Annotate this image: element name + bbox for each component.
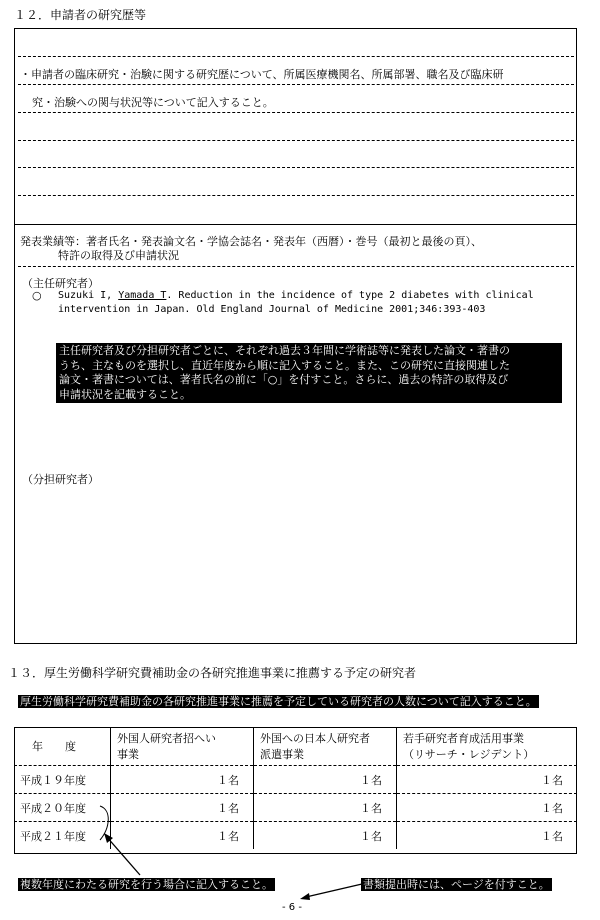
count-cell[interactable]: １名 (111, 794, 254, 822)
publication-note-line: 申請状況を記載すること。 (59, 387, 191, 401)
research-history-instruction-2: 究・治験への関与状況等について記入すること。 (32, 96, 274, 109)
publication-note-line: 主任研究者及び分担研究者ごとに、それぞれ過去３年間に学術誌等に発表した論文・著書の (59, 344, 510, 357)
count-cell[interactable]: １名 (397, 766, 578, 794)
col-header-text: 若手研究者育成活用事業 (403, 732, 524, 745)
col-header-text: （リサーチ・レジデント） (403, 748, 535, 761)
publication-note-line: 論文・著書については、著者氏名の前に「○」を付すこと。さらに、過去の特許の取得及び (59, 373, 509, 386)
reference-line-2: intervention in Japan. Old England Journal of Medicine 2001;346:393-403 (58, 304, 486, 315)
section-13-heading: １３．厚生労働科学研究費補助金の各研究推進事業に推薦する予定の研究者 (8, 666, 417, 680)
year-cell: 平成１９年度 (14, 766, 111, 794)
research-history-instruction-1: ・申請者の臨床研究・治験に関する研究歴について、所属医療機関名、所属部署、職名及び臨床研 (20, 68, 504, 81)
arrow-page-number (306, 884, 362, 897)
page-number: - 6 - (282, 902, 302, 913)
page-number-note (361, 876, 552, 892)
publications-heading-2: 特許の取得及び申請状況 (58, 249, 179, 262)
multi-year-note (18, 876, 275, 892)
col-header-text: 事業 (117, 748, 139, 761)
publications-heading-1: 発表業績等：著者氏名・発表論文名・学協会誌名・発表年（西暦）・巻号（最初と最後の頁）、 (20, 235, 482, 248)
reference-author-underlined: Yamada T (118, 290, 167, 301)
pi-label: （主任研究者） (22, 277, 99, 290)
col-header-text: 外国への日本人研究者 (260, 732, 370, 745)
count-cell[interactable]: １名 (111, 822, 254, 850)
count-cell[interactable]: １名 (254, 794, 397, 822)
section-12-heading: １２．申請者の研究歴等 (14, 8, 147, 22)
col-header-text: 年 度 (32, 740, 76, 753)
year-cell: 平成２０年度 (14, 794, 111, 822)
count-cell[interactable]: １名 (111, 766, 254, 794)
col-header-text: 派遣事業 (260, 748, 304, 761)
col-header-text: 外国人研究者招へい (117, 732, 216, 745)
count-cell[interactable]: １名 (254, 766, 397, 794)
arrow-multi-year (106, 836, 140, 875)
co-investigator-label: （分担研究者） (22, 473, 99, 486)
reference-title: . Reduction in the incidence of type 2 diabetes with clinical (166, 290, 534, 301)
arrow-head-icon (300, 893, 310, 900)
reference-marker: ○ (32, 289, 42, 302)
year-cell: 平成２１年度 (14, 822, 111, 850)
researcher-count-instruction-text: 厚生労働科学研究費補助金の各研究推進事業に推薦を予定している研究者の人数について記入すること。 (20, 695, 537, 708)
reference-authors: Suzuki I, (58, 290, 113, 301)
page-number-note-text: 書類提出時には、ページを付すこと。 (363, 878, 550, 891)
count-cell[interactable]: １名 (397, 794, 578, 822)
count-cell[interactable]: １名 (254, 822, 397, 850)
count-cell[interactable]: １名 (397, 822, 578, 850)
publication-note-line: うち、主なものを選択し、直近年度から順に記入すること。また、この研究に直接関連した (59, 358, 510, 372)
multi-year-note-text: 複数年度にわたる研究を行う場合に記入すること。 (20, 878, 273, 891)
